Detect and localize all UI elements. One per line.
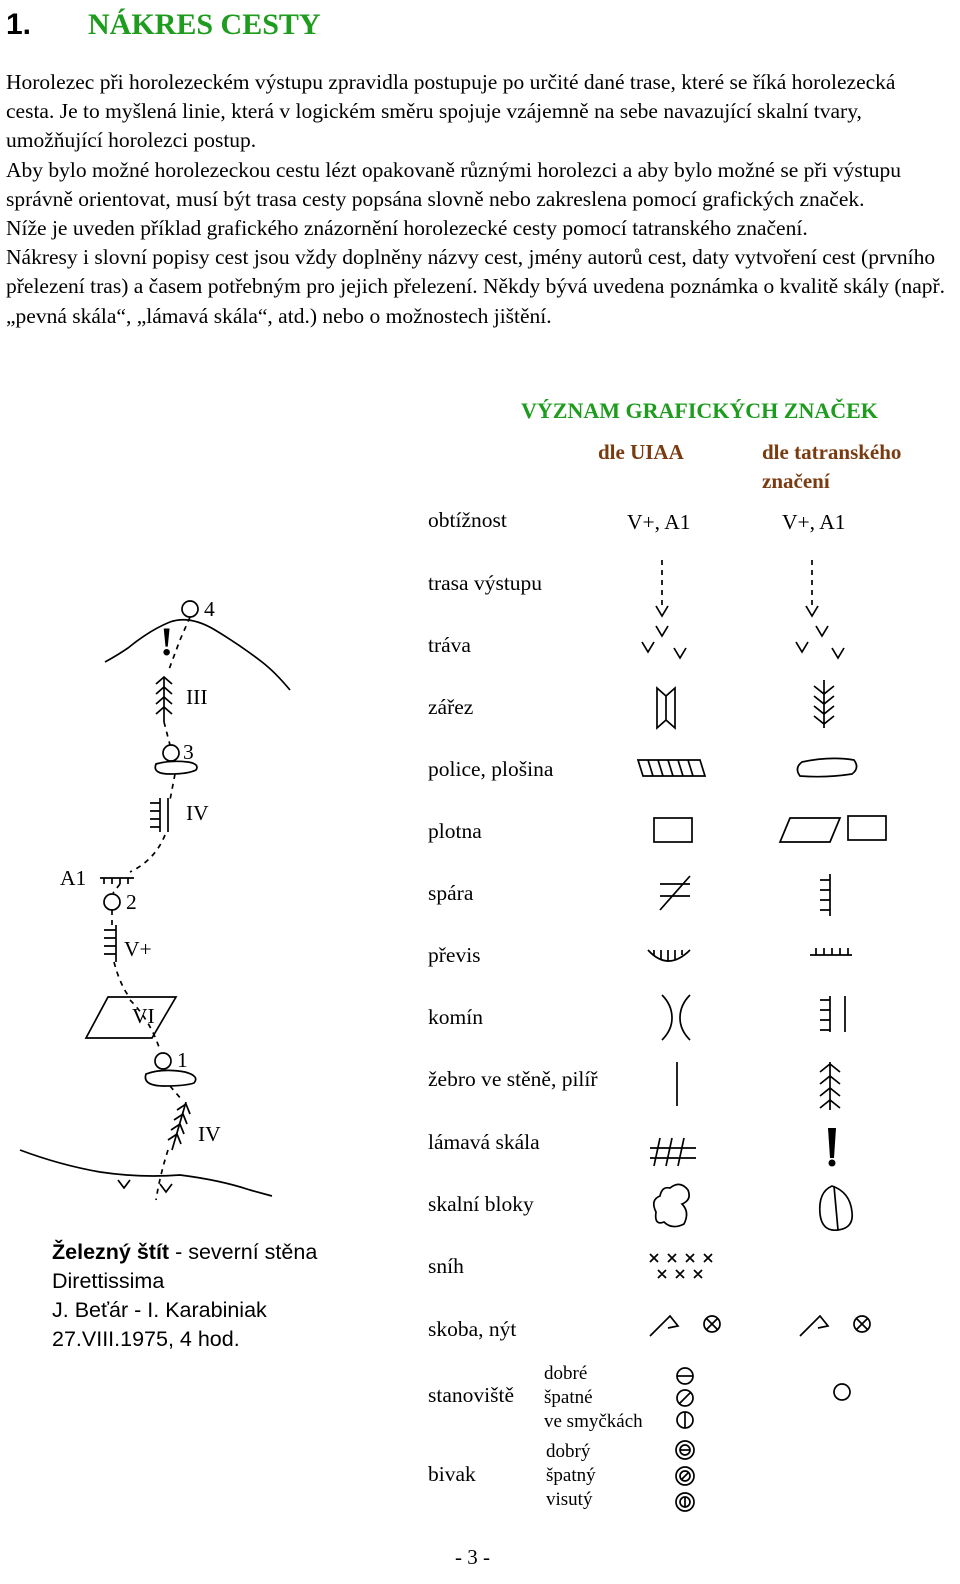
legend-label-belay: stanoviště (428, 1383, 514, 1407)
route-grade-iv-lower-label: IV (198, 1122, 221, 1146)
caption-authors: J. Beťár - I. Karabiniak (52, 1298, 267, 1322)
bivouac-good: dobrý (546, 1441, 591, 1462)
caption-date: 27.VIII.1975, 4 hod. (52, 1327, 240, 1351)
legend-col-tatra: dle tatranského značení (762, 440, 902, 493)
legend-label-crack: spára (428, 881, 474, 905)
route-topo (20, 601, 290, 1200)
legend-label-brittle-rock: lámavá skála (428, 1130, 540, 1154)
legend-label-boulders: skalní bloky (428, 1192, 534, 1216)
uiaa-symbols (638, 560, 720, 1511)
caption-route-name: Direttissima (52, 1269, 165, 1293)
route-aid-label: A1 (60, 866, 87, 890)
bivouac-hanging: visutý (546, 1489, 593, 1510)
legend-title: VÝZNAM GRAFICKÝCH ZNAČEK (521, 398, 878, 423)
caption-peak: Železný štít (52, 1240, 170, 1264)
belay-good: dobré (544, 1363, 588, 1384)
route-grade-iv-label: IV (186, 801, 209, 825)
bivouac-bad: špatný (546, 1465, 596, 1486)
section-title: NÁKRES CESTY (88, 8, 321, 41)
caption-face: - severní stěna (169, 1240, 318, 1264)
paragraph: Nákresy i slovní popisy cest jsou vždy doplněny názvy cest, jmény autorů cest, daty vytvoření cest (prvního přelezení tras) a časem potřebným pro jejich přelezení. Někdy bývá uvedena poznámka o kvalitě skály (např. „pevná skála“, „lámavá skála“, atd.) nebo o možnostech jištění. (6, 245, 946, 328)
legend-label-route: trasa výstupu (428, 571, 543, 595)
route-belay-1-label: 1 (177, 1048, 188, 1072)
legend-label-groove: zářez (428, 695, 474, 719)
belay-slings: ve smyčkách (544, 1411, 643, 1432)
route-grade-iii-label: III (186, 685, 208, 709)
legend-label-overhang: převis (428, 943, 481, 967)
route-belay-3-label: 3 (183, 740, 194, 764)
belay-bad: špatné (544, 1387, 593, 1408)
legend-label-bivouac: bivak (428, 1462, 476, 1486)
route-grade-v-label: V+ (124, 937, 152, 961)
paragraph: Níže je uveden příklad grafického znázornění horolezecké cesty pomocí tatranského značení. (6, 216, 808, 241)
paragraph: Aby bylo možné horolezeckou cestu lézt opakovaně různými horolezci a aby bylo možné se při výstupu správně orientovat, musí být trasa cesty popsána slovně nebo zakreslena pomocí grafických značek. (6, 157, 901, 211)
legend-label-chimney: komín (428, 1005, 483, 1029)
legend-label-grass: tráva (428, 633, 471, 657)
paragraph: Horolezec při horolezeckém výstupu zpravidla postupuje po určité dané trase, které se říká horolezecká cesta. Je to myšlená linie, která v logickém směru spojuje vzájemně na sebe navazující skalní tvary, umožňující horolezci postup. (6, 70, 896, 153)
legend-label-ledge: police, plošina (428, 757, 554, 781)
route-belay-2-label: 2 (126, 890, 137, 914)
legend-label-snow: sníh (428, 1254, 464, 1278)
legend-label-difficulty: obtížnost (428, 508, 507, 532)
page-number: - 3 - (455, 1545, 490, 1569)
route-belay-4-label: 4 (204, 597, 215, 621)
legend-col-uiaa: dle UIAA (598, 440, 684, 464)
route-warning-mark: ! (160, 619, 174, 664)
legend-label-rib: žebro ve stěně, pilíř (428, 1067, 598, 1091)
tatra-symbols (780, 560, 886, 1400)
section-number: 1. (6, 8, 32, 41)
legend-label-slab: plotna (428, 819, 482, 843)
difficulty-uiaa: V+, A1 (627, 510, 691, 534)
legend-label-piton: skoba, nýt (428, 1317, 517, 1341)
difficulty-tatra: V+, A1 (782, 510, 846, 534)
route-grade-vi-label: VI (132, 1004, 155, 1028)
